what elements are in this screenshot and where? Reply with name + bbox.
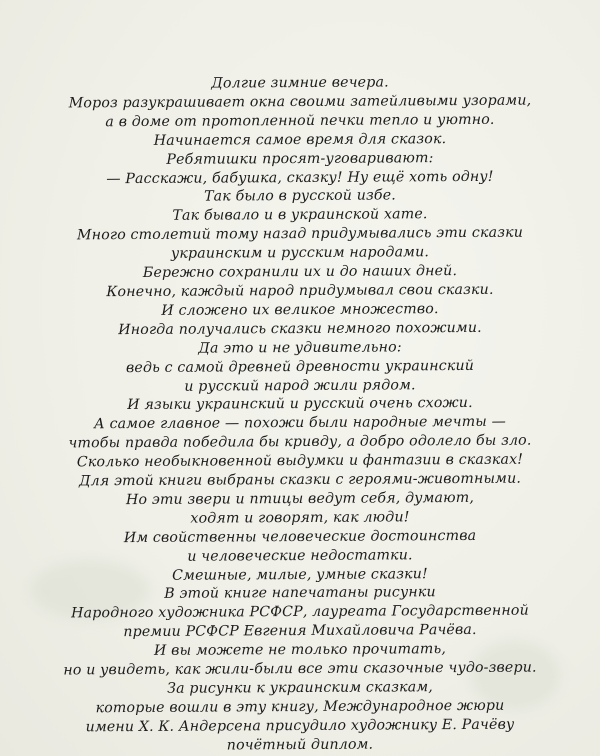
text-line: — Расскажи, бабушка, сказку! Ну ещё хоть одну!: [106, 168, 494, 187]
text-line: А самое главное — похожи были народные мечты —: [93, 414, 507, 433]
text-line: Так было в русской избе.: [203, 187, 396, 206]
text-line: которые вошли в эту книгу, Международное жюри: [95, 697, 505, 717]
text-line: И языки украинский и русский очень схожи.: [127, 395, 473, 414]
text-line: почётный диплом.: [226, 736, 374, 754]
text-line: Начинается самое время для сказок.: [153, 130, 447, 149]
text-line: За рисунки к украинским сказкам,: [167, 679, 433, 697]
text-line: Так бывало и в украинской хате.: [172, 206, 428, 225]
text-line: чтобы правда победила бы кривду, а добро одолело бы зло.: [68, 432, 532, 452]
text-line: украинским и русским народами.: [170, 244, 430, 262]
text-line: ведь с самой древней древности украинский: [125, 357, 475, 376]
text-line: И вы можете не только прочитать,: [153, 641, 447, 660]
text-line: и человеческие недостатки.: [187, 546, 413, 565]
text-line: Им свойственны человеческие достоинства: [123, 527, 477, 546]
text-line: Ребятишки просят-уговаривают:: [166, 149, 434, 168]
text-line: В этой книге напечатаны рисунки: [164, 584, 436, 603]
text-line: Конечно, каждый народ придумывал свои сказки.: [106, 281, 494, 301]
text-line: а в доме от протопленной печки тепло и уютно.: [105, 111, 495, 131]
text-line: Но эти звери и птицы ведут себя, думают,: [125, 489, 475, 509]
text-line: Сколько необыкновенной выдумки и фантазии в сказках!: [76, 451, 524, 471]
text-line: имени Х. К. Андерсена присудило художнику Е. Рачёву: [85, 716, 515, 736]
text-line: но и увидеть, как жили-были все эти сказочные чудо-звери.: [63, 659, 537, 679]
text-line: Бережно сохранили их и до наших дней.: [142, 263, 458, 282]
text-line: Для этой книги выбраны сказки с героями-животными.: [78, 470, 522, 490]
text-line: Иногда получались сказки немного похожими.: [118, 319, 482, 338]
text-line: ходят и говорят, как люди!: [190, 509, 410, 527]
text-line: Много столетий тому назад придумывались эти сказки: [76, 224, 524, 244]
text-line: и русский народ жили рядом.: [184, 376, 416, 395]
text-line: премии РСФСР Евгения Михайловича Рачёва.: [123, 622, 477, 641]
preface-text: [0, 74, 600, 755]
text-line: Долгие зимние вечера.: [211, 74, 389, 92]
text-line: Мороз разукрашивает окна своими затейливыми узорами,: [68, 92, 532, 112]
text-line: Да это и не удивительно:: [198, 339, 402, 357]
text-line: Народного художника РСФСР, лауреата Государственной: [71, 602, 529, 622]
text-line: И сложено их великое множество.: [161, 301, 439, 319]
text-line: Смешные, милые, умные сказки!: [172, 565, 428, 584]
